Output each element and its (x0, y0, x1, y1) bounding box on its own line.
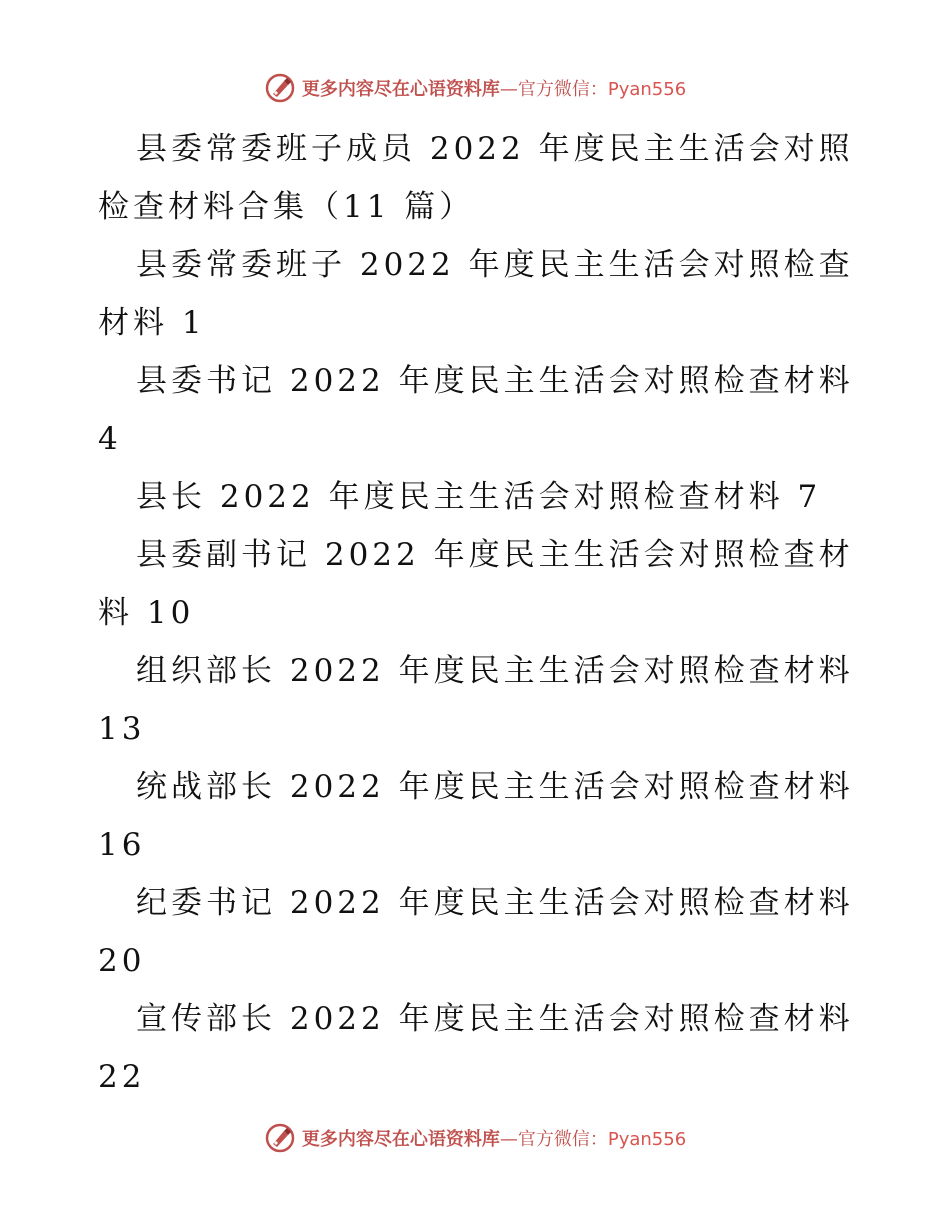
watermark-wechat-label: 官方微信： (517, 79, 608, 100)
toc-item: 县委书记 2022 年度民主生活会对照检查材料 4 (98, 363, 854, 457)
watermark-dash: — (499, 79, 518, 100)
toc-item: 组织部长 2022 年度民主生活会对照检查材料 13 (98, 653, 854, 747)
toc-item: 县长 2022 年度民主生活会对照检查材料 7 (136, 479, 822, 515)
document-title: 县委常委班子成员 2022 年度民主生活会对照检查材料合集（11 篇） (98, 131, 854, 225)
pen-logo-icon (264, 72, 296, 104)
table-of-contents (98, 236, 858, 1106)
watermark-text (302, 75, 686, 101)
watermark-wechat-id: Pyan556 (607, 79, 687, 100)
watermark-dash: — (499, 1129, 518, 1150)
toc-item: 县委常委班子 2022 年度民主生活会对照检查材料 1 (98, 247, 854, 341)
toc-item: 纪委书记 2022 年度民主生活会对照检查材料 20 (98, 885, 854, 979)
toc-item: 县委副书记 2022 年度民主生活会对照检查材料 10 (98, 537, 854, 631)
header-watermark (0, 72, 950, 104)
watermark-wechat-id: Pyan556 (607, 1129, 687, 1150)
document-body (98, 120, 858, 1106)
watermark-text (302, 1125, 686, 1151)
footer-watermark (0, 1122, 950, 1154)
pen-logo-icon (264, 1122, 296, 1154)
watermark-wechat-label: 官方微信： (517, 1129, 608, 1150)
watermark-site: 更多内容尽在心语资料库 (301, 79, 500, 100)
toc-item: 宣传部长 2022 年度民主生活会对照检查材料 22 (98, 1001, 854, 1095)
watermark-site: 更多内容尽在心语资料库 (301, 1129, 500, 1150)
toc-item: 统战部长 2022 年度民主生活会对照检查材料 16 (98, 769, 854, 863)
